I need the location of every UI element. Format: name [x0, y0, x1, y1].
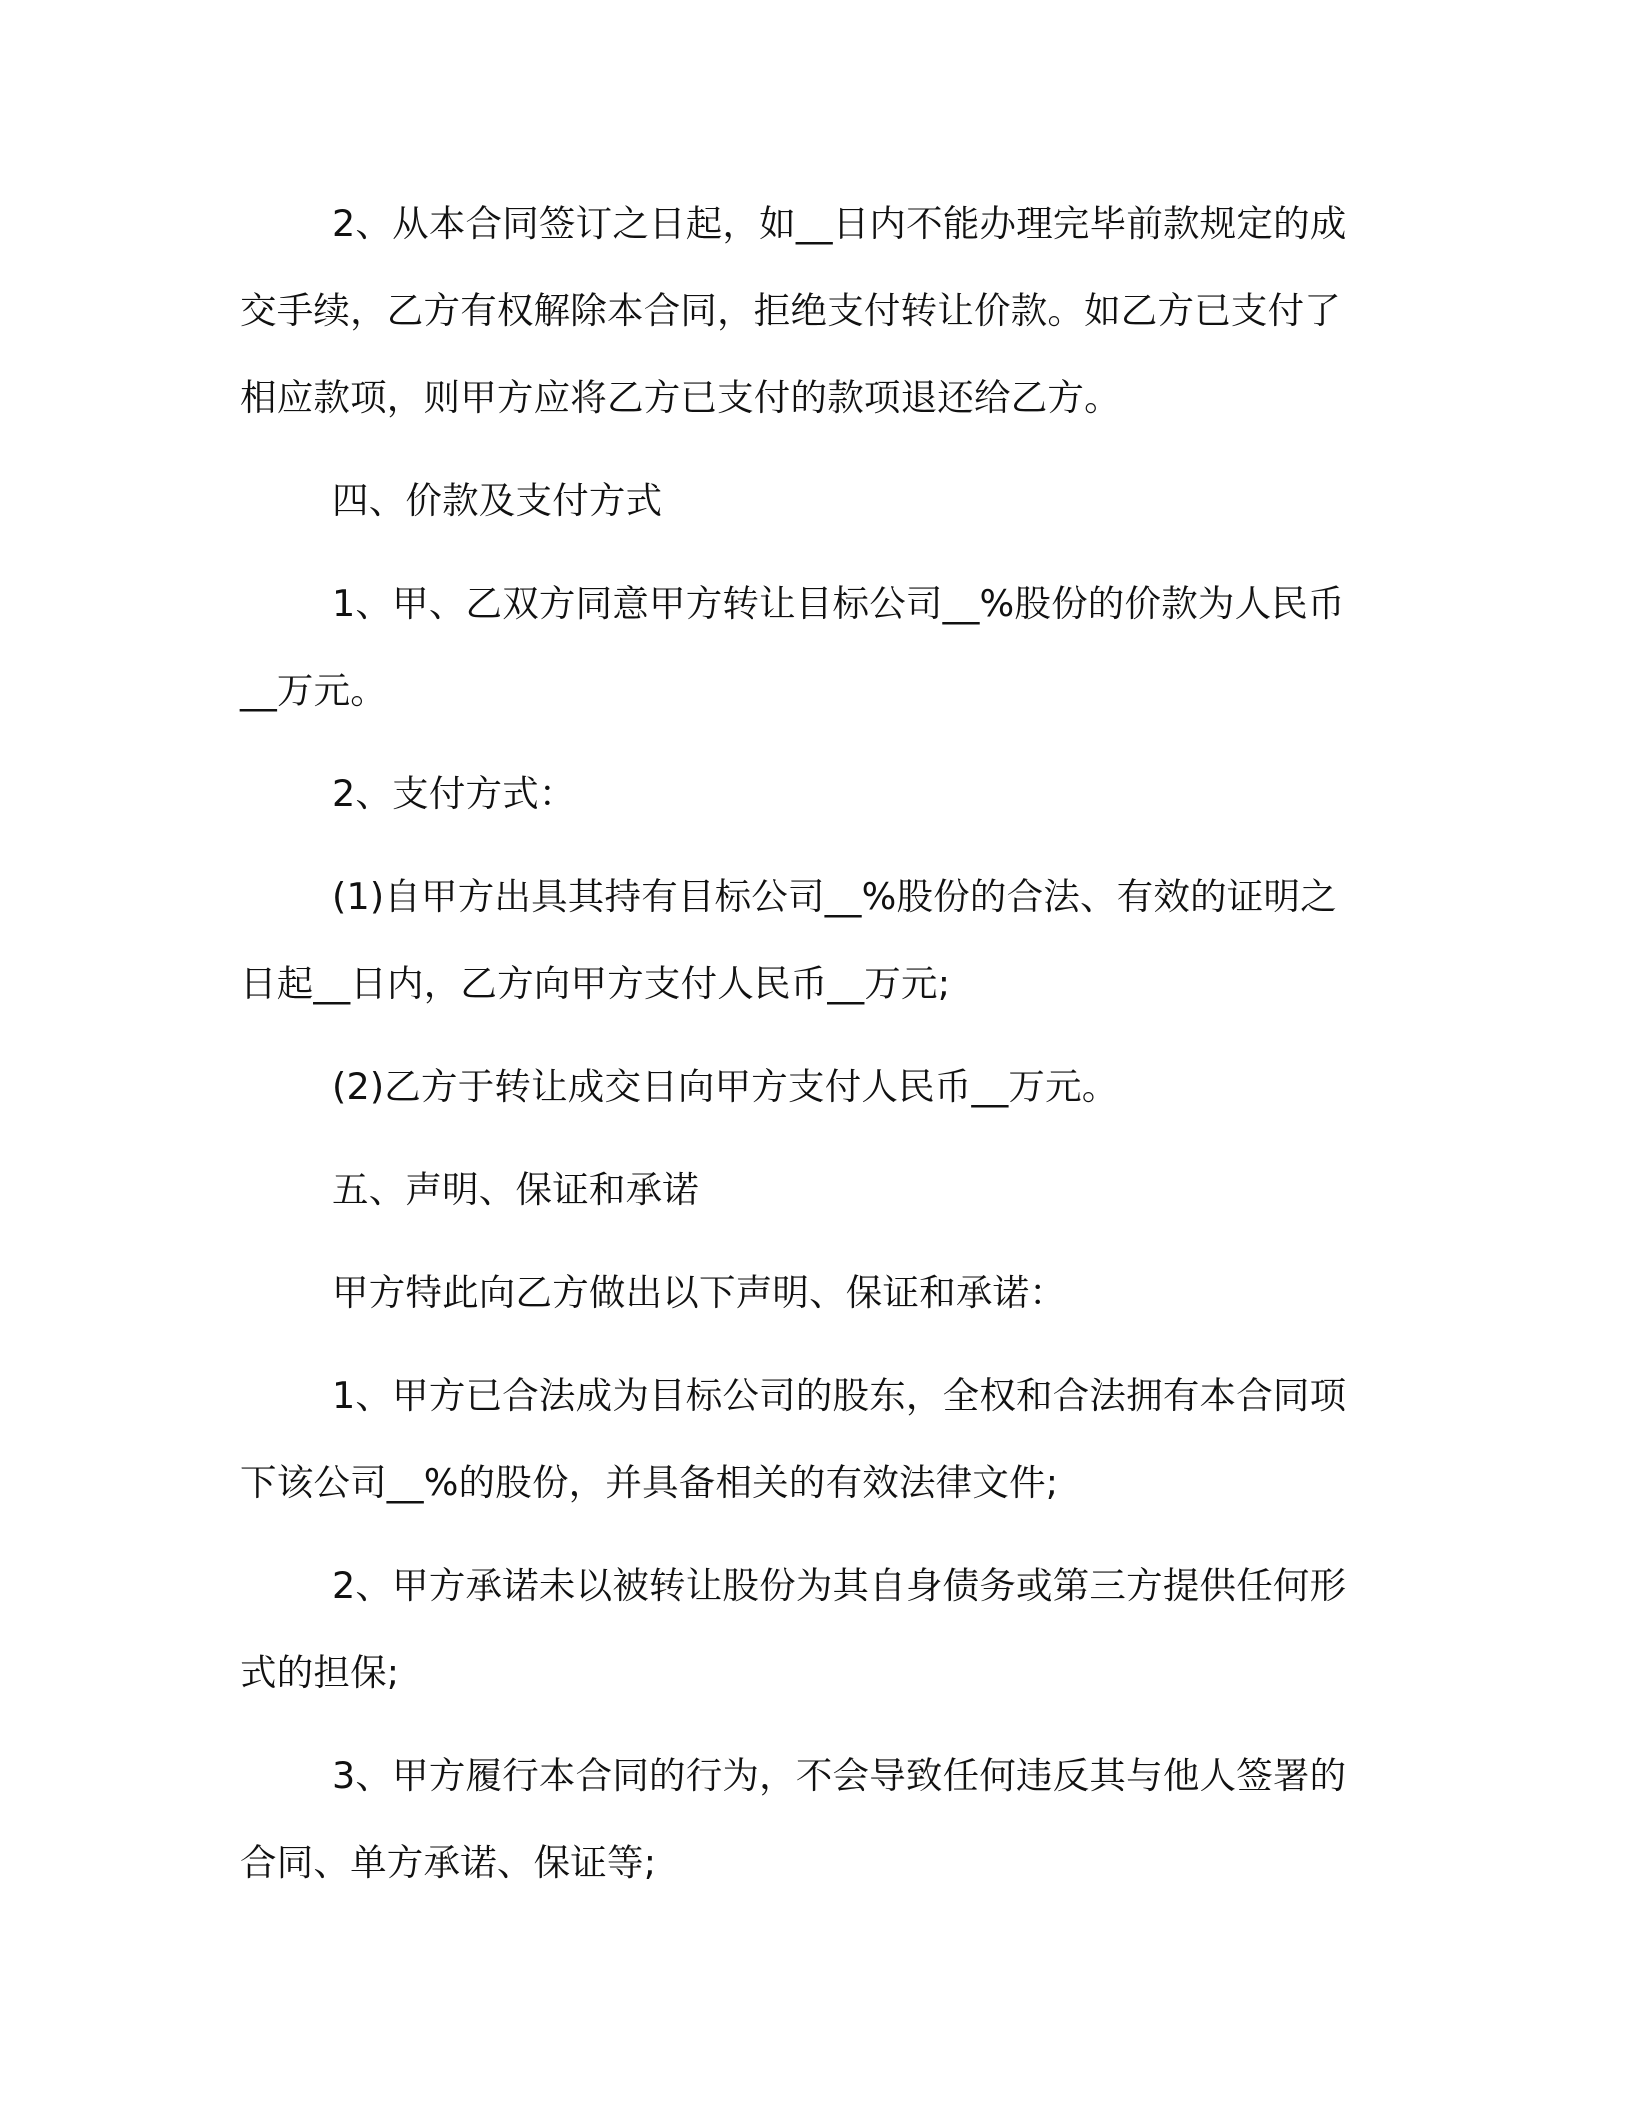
paragraph-payment-method: 2、支付方式：	[332, 772, 576, 815]
paragraph-representations-intro: 甲方特此向乙方做出以下声明、保证和承诺：	[332, 1271, 1066, 1314]
paragraph-representation-3: 3、甲方履行本合同的行为，不会导致任何违反其与他人签署的合同、单方承诺、保证等;	[240, 1754, 1347, 1884]
document-page	[240, 180, 1360, 1922]
paragraph-transfer-price: 1、甲、乙双方同意甲方转让目标公司__%股份的价款为人民币__万元。	[240, 582, 1345, 712]
paragraph-closing-period: 2、从本合同签订之日起，如__日内不能办理完毕前款规定的成交手续，乙方有权解除本合同，拒绝支付转让价款。如乙方已支付了相应款项，则甲方应将乙方已支付的款项退还给乙方。	[240, 202, 1347, 419]
paragraph-payment-item-2: (2)乙方于转让成交日向甲方支付人民币__万元。	[332, 1065, 1119, 1108]
paragraph-payment-item-1: (1)自甲方出具其持有目标公司__%股份的合法、有效的证明之日起__日内，乙方向甲方支付人民币__万元;	[240, 875, 1337, 1005]
section-heading-representations: 五、声明、保证和承诺	[332, 1168, 699, 1211]
paragraph-representation-1: 1、甲方已合法成为目标公司的股东，全权和合法拥有本合同项下该公司__%的股份，并具备相关的有效法律文件;	[240, 1374, 1347, 1504]
paragraph-representation-2: 2、甲方承诺未以被转让股份为其自身债务或第三方提供任何形式的担保;	[240, 1564, 1347, 1694]
section-heading-price-payment: 四、价款及支付方式	[332, 479, 663, 522]
